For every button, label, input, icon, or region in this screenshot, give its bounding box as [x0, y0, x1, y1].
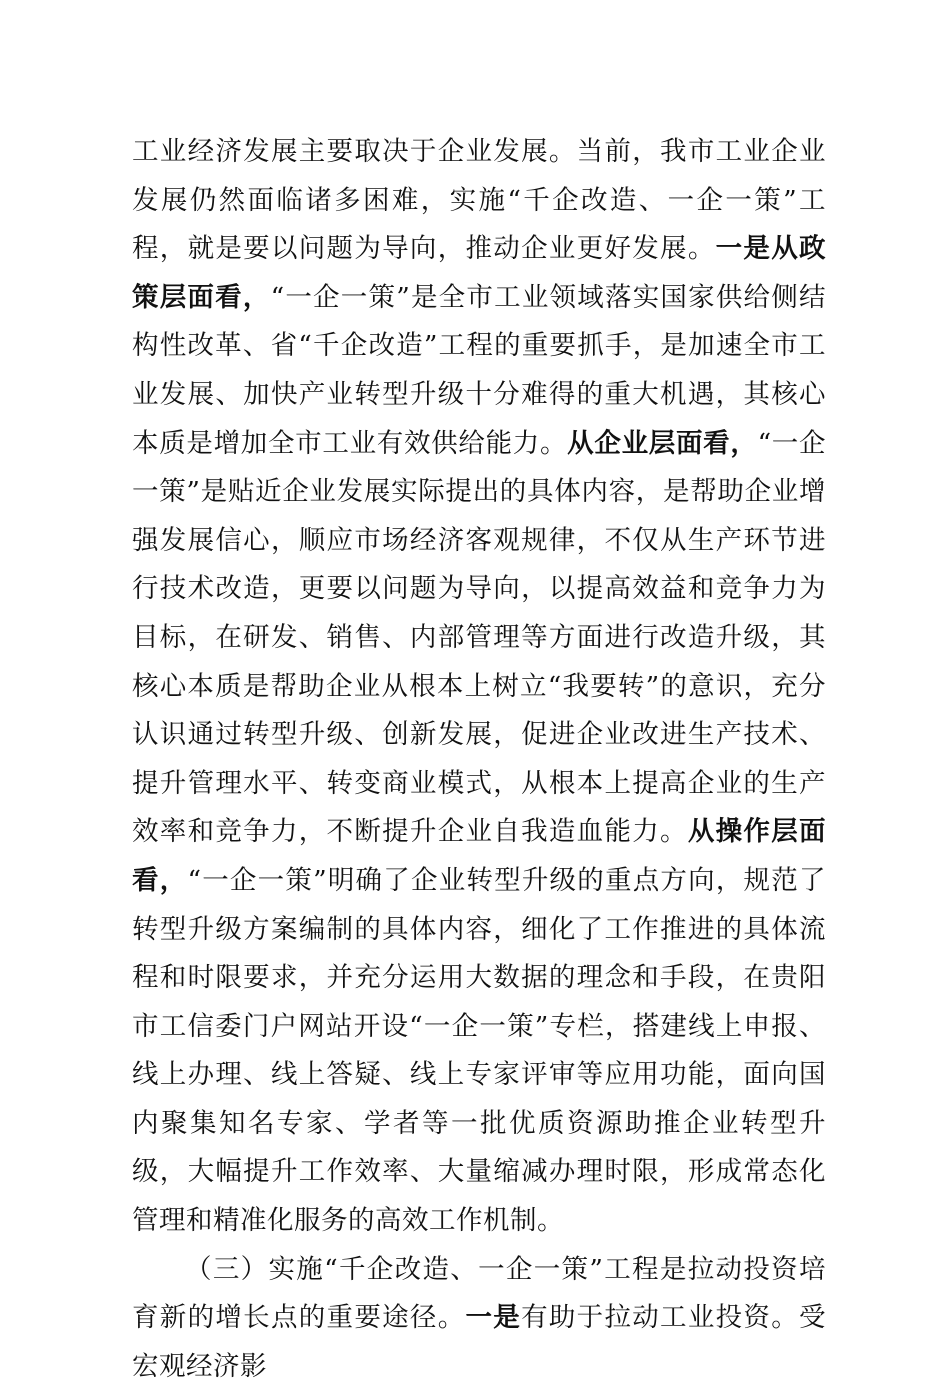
paragraph-2-text-2: 有助于拉动工业投资。受宏观经济影 — [132, 1302, 827, 1382]
paragraph-1-bold-enterprise: 从企业层面看， — [567, 427, 758, 459]
paragraph-1-text-4: “一企一策”明确了企业转型升级的重点方向，规范了转型升级方案编制的具体内容，细化了工作推进的具体流程和时限要求，并充分运用大数据的理念和手段，在贵阳市工信委门户网站开设“一企一策”专栏，搭建线上申报、线上办理、线上答疑、线上专家评审等应用功能，面向国内聚集知名专家、学者等一批优质资源助推企业转型升级，大幅提升工作效率、大量缩减办理时限，形成常态化管理和精准化服务的高效工作机制。 — [132, 864, 826, 1237]
paragraph-2 — [132, 1246, 826, 1391]
body-text — [132, 128, 826, 1391]
paragraph-2-bold-first: 一是 — [465, 1302, 522, 1334]
paragraph-1-bold-operation: 从操作层面看， — [132, 816, 827, 896]
paragraph-1-text-2: “一企一策”是全市工业领域落实国家供给侧结构性改革、省“千企改造”工程的重要抓手，是加速全市工业发展、加快产业转型升级十分难得的重大机遇，其核心本质是增加全市工业有效供给能力。 — [132, 281, 826, 459]
paragraph-1-bold-policy: 一是从政策层面看， — [132, 233, 827, 313]
paragraph-1 — [132, 128, 826, 1246]
paragraph-1-text-1: 工业经济发展主要取决于企业发展。当前，我市工业企业发展仍然面临诸多困难，实施“千企改造、一企一策”工程，就是要以问题为导向，推动企业更好发展。 — [132, 136, 826, 265]
paragraph-2-text-1: （三）实施“千企改造、一企一策”工程是拉动投资培育新的增长点的重要途径。 — [132, 1253, 826, 1334]
paragraph-1-text-3: “一企一策”是贴近企业发展实际提出的具体内容，是帮助企业增强发展信心，顺应市场经济客观规律，不仅从生产环节进行技术改造，更要以问题为导向，以提高效益和竞争力为目标，在研发、销售、内部管理等方面进行改造升级，其核心本质是帮助企业从根本上树立“我要转”的意识，充分认识通过转型升级、创新发展，促进企业改进生产技术、提升管理水平、转变商业模式，从根本上提高企业的生产效率和竞争力，不断提升企业自我造血能力。 — [132, 427, 827, 848]
